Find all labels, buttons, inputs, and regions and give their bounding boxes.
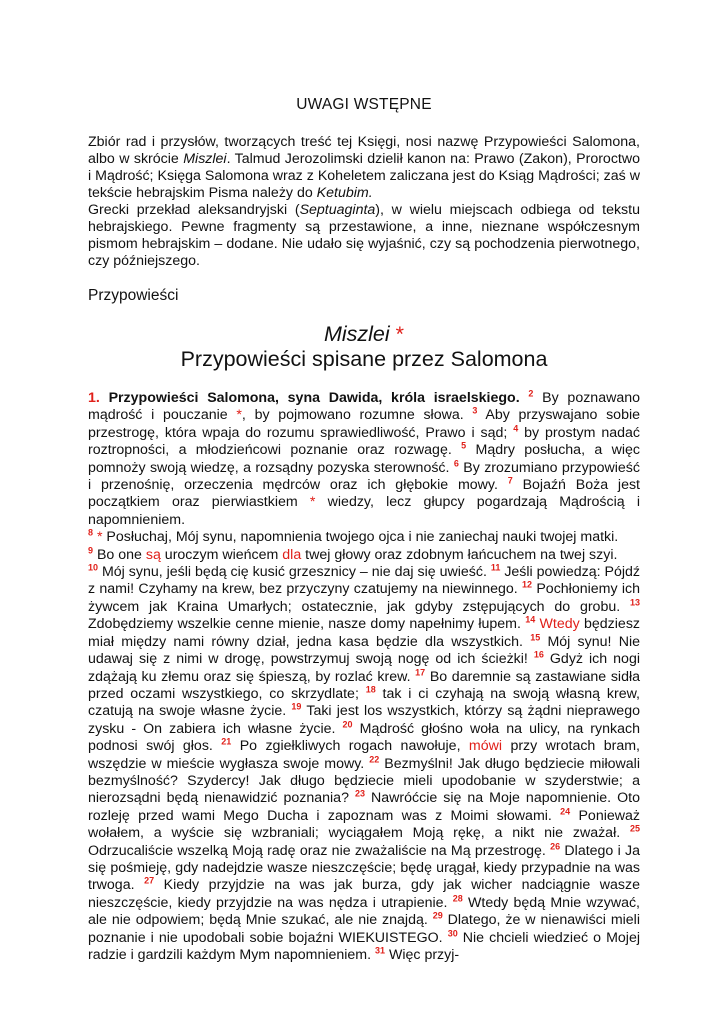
verse-number: 16 [533,649,544,660]
italic-term: Ketubim. [316,185,373,201]
verse-text: Bo one [93,546,146,563]
verse-text: Kiedy przyjdzie na was jak burza, gdy jak wicher nadciągnie wasze nieszczęście, kiedy przyjdzie na was nędza i utrapienie. [88,877,640,911]
verse-number: 29 [432,910,443,921]
section-title: UWAGI WSTĘPNE [296,96,432,113]
verse-text: Pochłoniemy ich żywcem jak Kraina Umarłych; ostatecznie, jak gdyby zstępujących do grobu. [88,581,640,615]
verse-text: , by pojmowano rozumne słowa. [241,407,473,424]
added-word: dla [282,546,302,563]
intro-text-run: Grecki przekład aleksandryjski ( [88,202,300,218]
verse-number: 11 [490,562,501,573]
verses-block-4 [88,564,640,964]
verse-text: Nie chcieli wiedzieć o Mojej radzie i gardzili każdym Mym napomnieniem. [88,929,641,963]
added-word: są [145,546,161,563]
verse-text: Bezmyślni! Jak długo będziecie miłowali bezmyślność? Szydercy! Jak długo będziecie mieli upodobanie w szyderstwie; a nierozsądni będą nienawidzić poznania? [88,755,640,807]
title-hebrew-name: Miszlei [323,322,390,346]
verse-text: tak i ci czyhają na swoją własną krew, czatują na swoje własne życie. [88,685,640,720]
verse-number: 7 [507,475,513,486]
footnote-star[interactable]: * [395,322,405,346]
chapter-number: 1. [88,390,100,406]
verse-text: Dlatego, że w nienawiści mieli poznanie i nie upodobali sobie bojaźni WIEKUISTEGO. [88,912,640,946]
intro-text-run: . Talmud Jerozolimski dzielił kanon na: Prawo (Zakon), Proroctwo i Mądrość; Księga Salomona wraz z Koheletem zaliczana jest do Ksiąg Mądrości; zaś w tekście hebrajskim Pisma należy do [88,151,640,201]
verse-number: 18 [365,684,376,695]
subheading: Przypowieści [88,287,179,304]
verse-number: 15 [530,631,541,642]
verse-text: Mój synu, jeśli będą cię kusić grzesznicy – nie daj się uwieść. [98,564,491,581]
verses-block-2 [88,529,640,546]
intro-paragraph-1 [88,134,640,202]
verse-text: Gdyż ich nogi zdążają ku złemu oraz się śpieszą, by rozlać krew. [88,651,640,685]
verse-number: 6 [453,457,459,468]
verse-text: By poznawano mądrość i pouczanie [88,390,641,424]
verse-text: wiedzy, lecz głupcy pogardzają Mądrością i napomnieniem. [88,494,640,528]
verse-number: 20 [342,718,353,729]
verse-text: będziesz miał między nami równy dział, jedna kasa będzie dla wszystkich. [88,616,641,650]
verse-number: 24 [560,806,571,817]
verse-text: Aby przyswajano sobie przestrogę, która wpaja do rozumu sprawiedliwość, Prawo i sąd; [88,407,641,441]
verses-block-3 [88,544,640,564]
verse-text: Bojaźń Boża jest początkiem oraz pierwiastkiem [88,477,640,511]
verse-text: twej głowy oraz zdobnym łańcuchem na twej szyi. [301,546,618,563]
verse-number: 30 [447,927,458,938]
verse-text: uroczym wieńcem [160,546,283,563]
verse-number: 22 [369,753,380,764]
verse-text: Przypowieści Salomona, syna Dawida, króla israelskiego. [108,390,520,406]
verse-number: 2 [528,388,534,399]
verse-number: 21 [221,736,232,747]
verse-text: Jeśli powiedzą: Pójdź z nami! Czyhamy na krew, bez przyczyny czatujemy na niewinnego. [88,564,640,598]
verse-text: by prostym nadać roztropności, a młodzieńcowi poznanie oraz rozwagę. [88,424,640,459]
verse-number: 5 [461,440,467,451]
verse-number: 4 [513,423,519,434]
verse-text: Zdobędziemy wszelkie cenne mienie, nasze domy napełnimy łupem. [88,616,526,633]
footnote-star[interactable]: * [93,529,103,546]
intro-text [88,134,640,270]
verse-number: 25 [629,823,640,834]
verse-text: Odrzucaliście wszelką Moją radę oraz nie zważaliście na Mą przestrogę. [88,842,551,859]
verse-text: By zrozumiano przypowieść i przenośnię, orzeczenia mędrców oraz ich głębokie mowy. [88,459,640,494]
verse-text: przy wrotach bram, wszędzie w mieście wygłasza swoje mowy. [88,738,640,772]
verse-text: Bo daremnie są zastawiane sidła przed oczami wszystkiego, co skrzydlate; [88,668,640,702]
italic-term: Septuaginta [299,202,376,218]
italic-term: Miszlei [183,151,227,167]
verse-text: Nawróćcie się na Moje napomnienie. Oto rozleję przed wami Mego Ducha i zapoznam was z Moimi słowami. [88,790,640,824]
book-title [88,322,640,372]
footnote-star[interactable]: * [236,407,242,424]
verse-number: 26 [550,840,561,851]
verse-number: 14 [525,614,536,625]
verse-text: Mądry posłucha, a więc pomnoży swoją wiedzę, a rozsądny pozyska sterowność. [88,442,640,476]
verse-number: 13 [629,597,640,608]
verse-number: 3 [472,405,478,416]
intro-text-run: ), w wielu miejscach odbiega od tekstu hebrajskiego. Pewne fragmenty są przestawione, a inne, nieznane współczesnym pismom hebrajskim – dodane. Nie udało się wyjaśnić, czy są pochodzenia pierwotnego, czy późniejszego. [88,202,640,269]
verse-number: 28 [452,893,463,904]
verse-text: Więc przyj- [385,947,460,963]
intro-paragraph-2 [88,202,640,270]
verse-number: 9 [88,544,94,555]
title-line-2: Przypowieści spisane przez Salomona [180,347,548,371]
verse-number: 10 [88,562,99,573]
verse-text: Taki jest los wszystkich, którzy są żądni nieprawego zysku - On zabiera ich własne życie. [88,703,640,737]
scripture-text [88,390,640,964]
verse-number: 8 [88,527,94,538]
verse-text: Posłuchaj, Mój synu, napomnienia twojego ojca i nie zaniechaj nauki twojej matki. [102,529,619,546]
verses-block-1 [88,390,640,529]
verse-number: 17 [415,666,426,677]
verse-number: 31 [375,945,386,956]
verse-text: Dlatego i Ja się pośmieję, gdy nadejdzie wasze nieszczęście; będę urągał, kiedy przypadnie na was trwoga. [88,842,640,894]
title-line-1 [88,322,640,347]
intro-text-run: Zbiór rad i przysłów, tworzących treść tej Księgi, nosi nazwę Przypowieści Salomona, albo w skrócie [88,134,640,167]
verse-text: Wtedy będą Mnie wzywać, ale nie odpowiem; będą Mnie szukać, ale nie znajdą. [88,894,640,929]
verse-number: 23 [354,788,365,799]
added-word: mówi [468,738,503,755]
verse-text: Po zgiełkliwych rogach nawołuje, [231,738,469,755]
verse-number: 27 [144,875,155,886]
verse-number: 12 [522,579,533,590]
verse-text: Mój synu! Nie udawaj się z nimi w drogę, powstrzymuj swoją nogę od ich ścieżki! [88,633,640,668]
verse-number: 19 [291,701,302,712]
verse-text: Ponieważ wołałem, a wyście się wzbraniali; wyciągałem Moją rękę, a nikt nie zważał. [88,807,640,842]
verse-text: Mądrość głośno woła na ulicy, na rynkach podnosi swój głos. [88,720,640,755]
added-word: Wtedy [535,616,580,633]
footnote-star[interactable]: * [309,494,316,511]
